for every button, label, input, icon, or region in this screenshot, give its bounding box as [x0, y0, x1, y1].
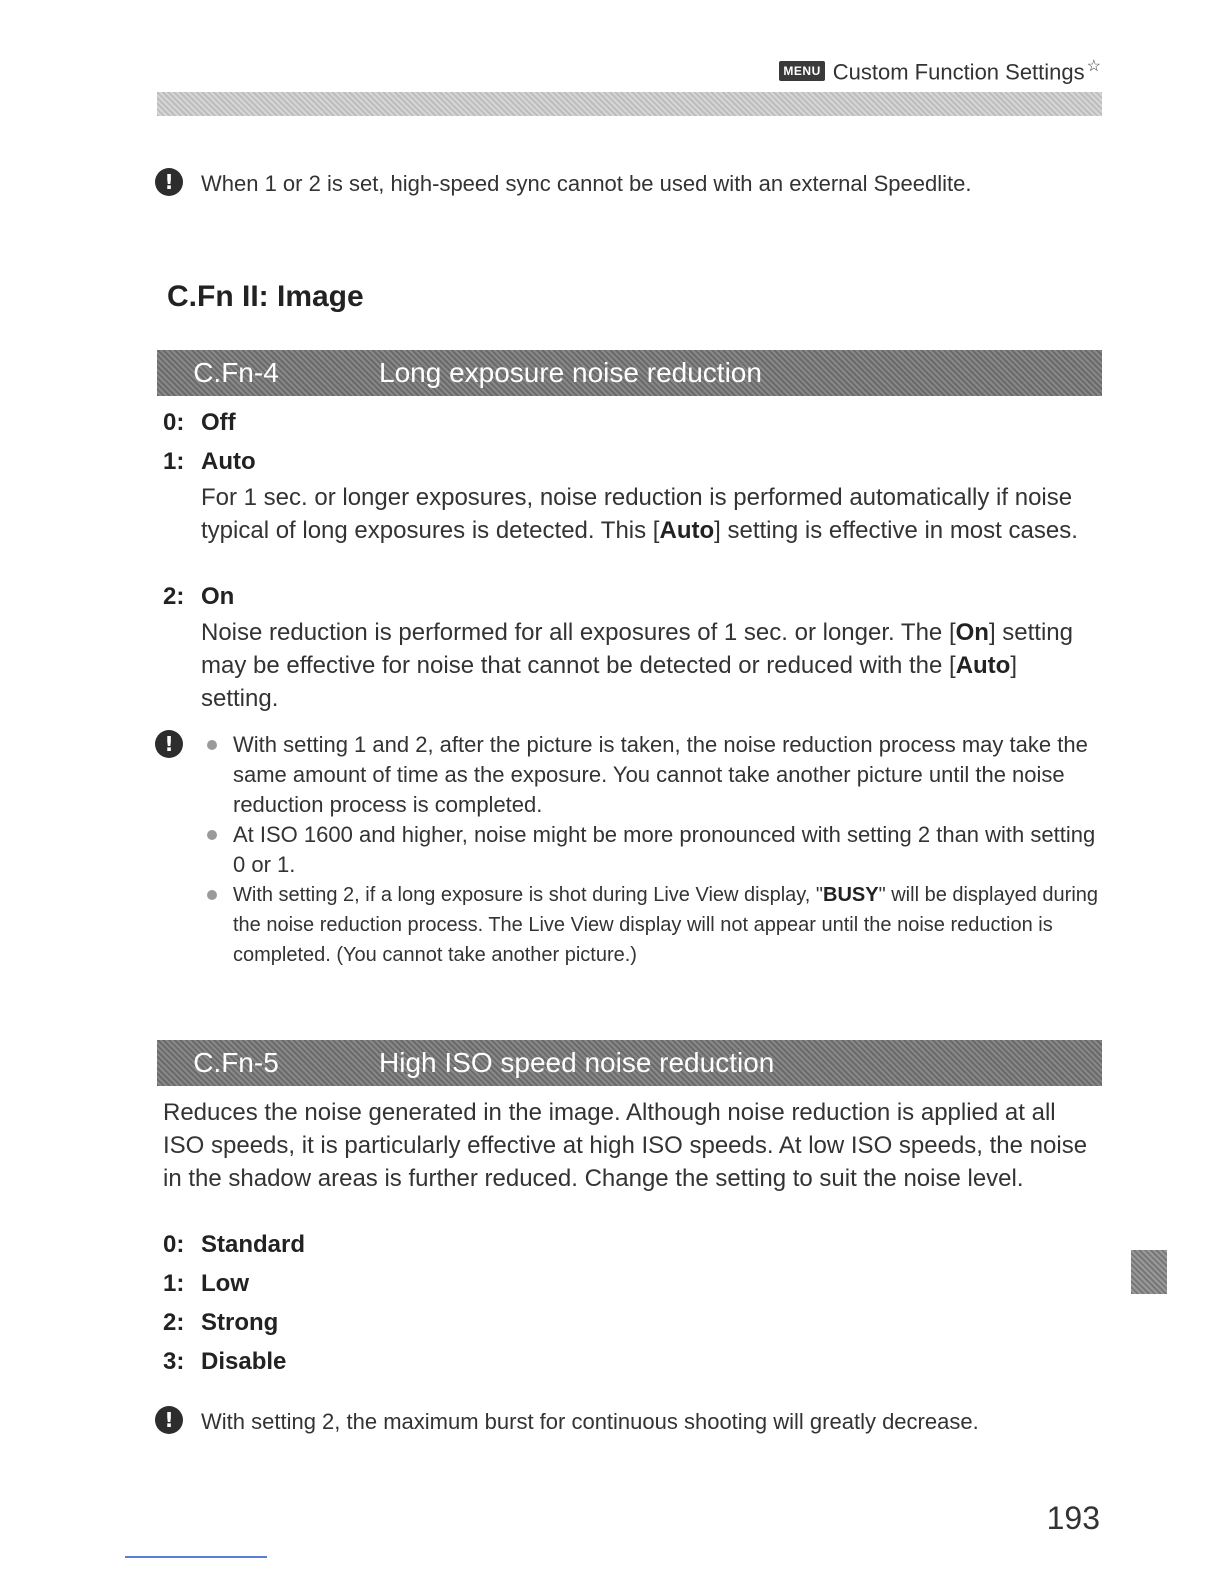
caution-icon: !: [155, 1406, 183, 1434]
caution-icon: !: [155, 168, 183, 196]
fn4-on-description: Noise reduction is performed for all exposures of 1 sec. or longer. The [On] setting may be effective for noise that cannot be detected or reduced with the [Auto] setting.: [201, 619, 1073, 712]
fn5-option-2: 2: Strong: [163, 1309, 279, 1336]
fn4-code: C.Fn-4: [193, 357, 279, 388]
caution-item-busy: With setting 2, if a long exposure is shot during Live View display, "BUSY" will be displayed during the noise reduction process. The Live View display will not appear until the noise reduction is completed. (You cannot take another picture.): [201, 880, 1102, 970]
caution-text: With setting 2, the maximum burst for continuous shooting will greatly decrease.: [201, 1409, 979, 1434]
caution-note-speedlite: [155, 168, 1102, 200]
footer-rule: [125, 1556, 267, 1558]
fn5-option-0: 0: Standard: [163, 1231, 306, 1258]
menu-icon: MENU: [779, 61, 824, 81]
caution-note-fn5: [155, 1406, 1102, 1438]
caution-icon: !: [155, 730, 183, 758]
fn4-option-0: 0: Off: [163, 409, 236, 436]
section-title: C.Fn II: Image: [167, 280, 364, 313]
fn5-description: Reduces the noise generated in the image. Although noise reduction is applied at all ISO speeds, it is particularly effective at high ISO speeds. At low ISO speeds, the noise in the shadow areas is further reduced. Change the setting to suit the noise level.: [163, 1099, 1088, 1192]
page-number: 193: [1046, 1500, 1100, 1536]
fn5-option-3: 3: Disable: [163, 1348, 287, 1375]
page-header: [779, 55, 1101, 87]
header-title: Custom Function Settings ☆: [832, 58, 1101, 85]
fn4-heading-bar: [157, 350, 1102, 396]
caution-list: [201, 730, 1102, 970]
fn5-code: C.Fn-5: [193, 1047, 279, 1078]
caution-note-fn4: [155, 730, 1102, 970]
fn4-option-1: 1: Auto: [163, 448, 256, 475]
chapter-tab: [1131, 1250, 1167, 1294]
caution-item: With setting 1 and 2, after the picture is taken, the noise reduction process may take the same amount of time as the exposure. You cannot take another picture until the noise reduction process is completed.: [201, 730, 1102, 820]
caution-item: At ISO 1600 and higher, noise might be more pronounced with setting 2 than with setting 0 or 1.: [201, 820, 1102, 880]
header-rule: [157, 92, 1102, 116]
caution-text: When 1 or 2 is set, high-speed sync cannot be used with an external Speedlite.: [201, 171, 972, 196]
star-icon: ☆: [1086, 58, 1101, 76]
fn5-heading-bar: [157, 1040, 1102, 1086]
fn5-name: High ISO speed noise reduction: [379, 1047, 775, 1078]
fn4-auto-description: For 1 sec. or longer exposures, noise reduction is performed automatically if noise typical of long exposures is detected. This [Auto] setting is effective in most cases.: [201, 484, 1078, 544]
fn5-option-1: 1: Low: [163, 1270, 249, 1297]
fn4-option-2: 2: On: [163, 583, 235, 610]
fn4-name: Long exposure noise reduction: [379, 357, 762, 388]
